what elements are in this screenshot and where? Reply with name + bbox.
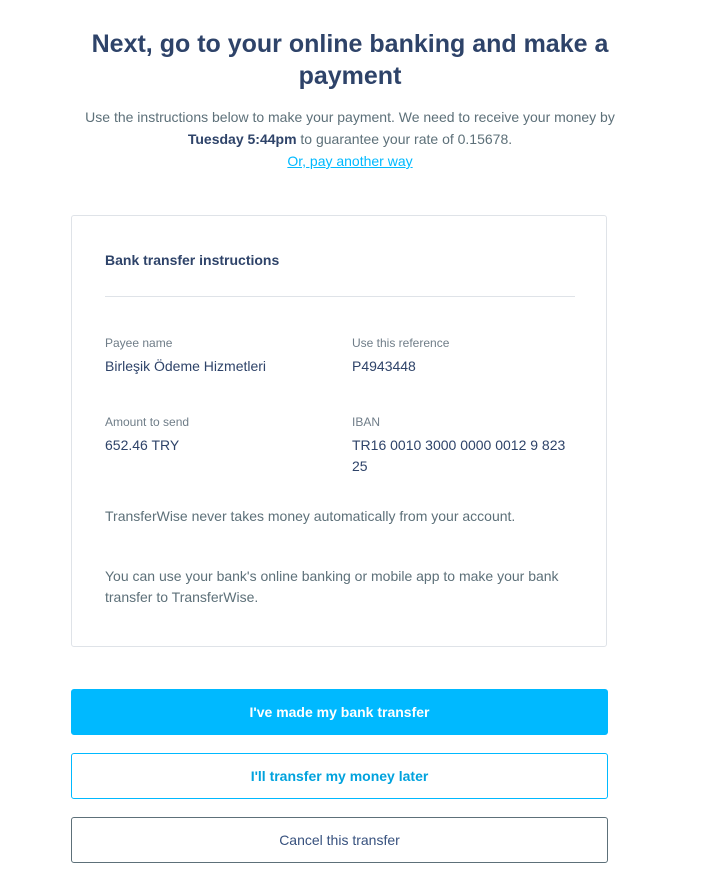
intro-text-before: Use the instructions below to make your payment. We need to receive your money by bbox=[85, 109, 615, 125]
payee-name-label: Payee name bbox=[105, 336, 173, 350]
iban-label: IBAN bbox=[352, 415, 381, 429]
online-banking-note: You can use your bank's online banking or mobile app to make your bank transfer to TransferWise. bbox=[105, 568, 559, 605]
intro-text-after: to guarantee your rate of 0.15678. bbox=[296, 131, 513, 147]
cancel-transfer-button[interactable]: Cancel this transfer bbox=[71, 817, 608, 863]
reference-label: Use this reference bbox=[352, 336, 450, 350]
card-divider bbox=[105, 296, 575, 297]
pay-another-way-link[interactable]: Or, pay another way bbox=[287, 153, 413, 169]
bank-transfer-card bbox=[71, 215, 607, 647]
transfer-later-button[interactable]: I'll transfer my money later bbox=[71, 753, 608, 799]
amount-label: Amount to send bbox=[105, 415, 190, 429]
made-bank-transfer-button[interactable]: I've made my bank transfer bbox=[71, 689, 608, 735]
no-automatic-withdrawal-note: TransferWise never takes money automatically from your account. bbox=[105, 508, 516, 524]
page-title: Next, go to your online banking and make a payment bbox=[91, 30, 609, 90]
card-title: Bank transfer instructions bbox=[105, 252, 280, 268]
reference-value: P4943448 bbox=[352, 358, 416, 374]
intro-text bbox=[60, 106, 640, 172]
payee-name-value: Birleşik Ödeme Hizmetleri bbox=[105, 358, 267, 374]
amount-value: 652.46 TRY bbox=[105, 437, 180, 453]
payment-deadline: Tuesday 5:44pm bbox=[187, 131, 297, 147]
iban-value: TR16 0010 3000 0000 0012 9 823 25 bbox=[352, 437, 566, 474]
